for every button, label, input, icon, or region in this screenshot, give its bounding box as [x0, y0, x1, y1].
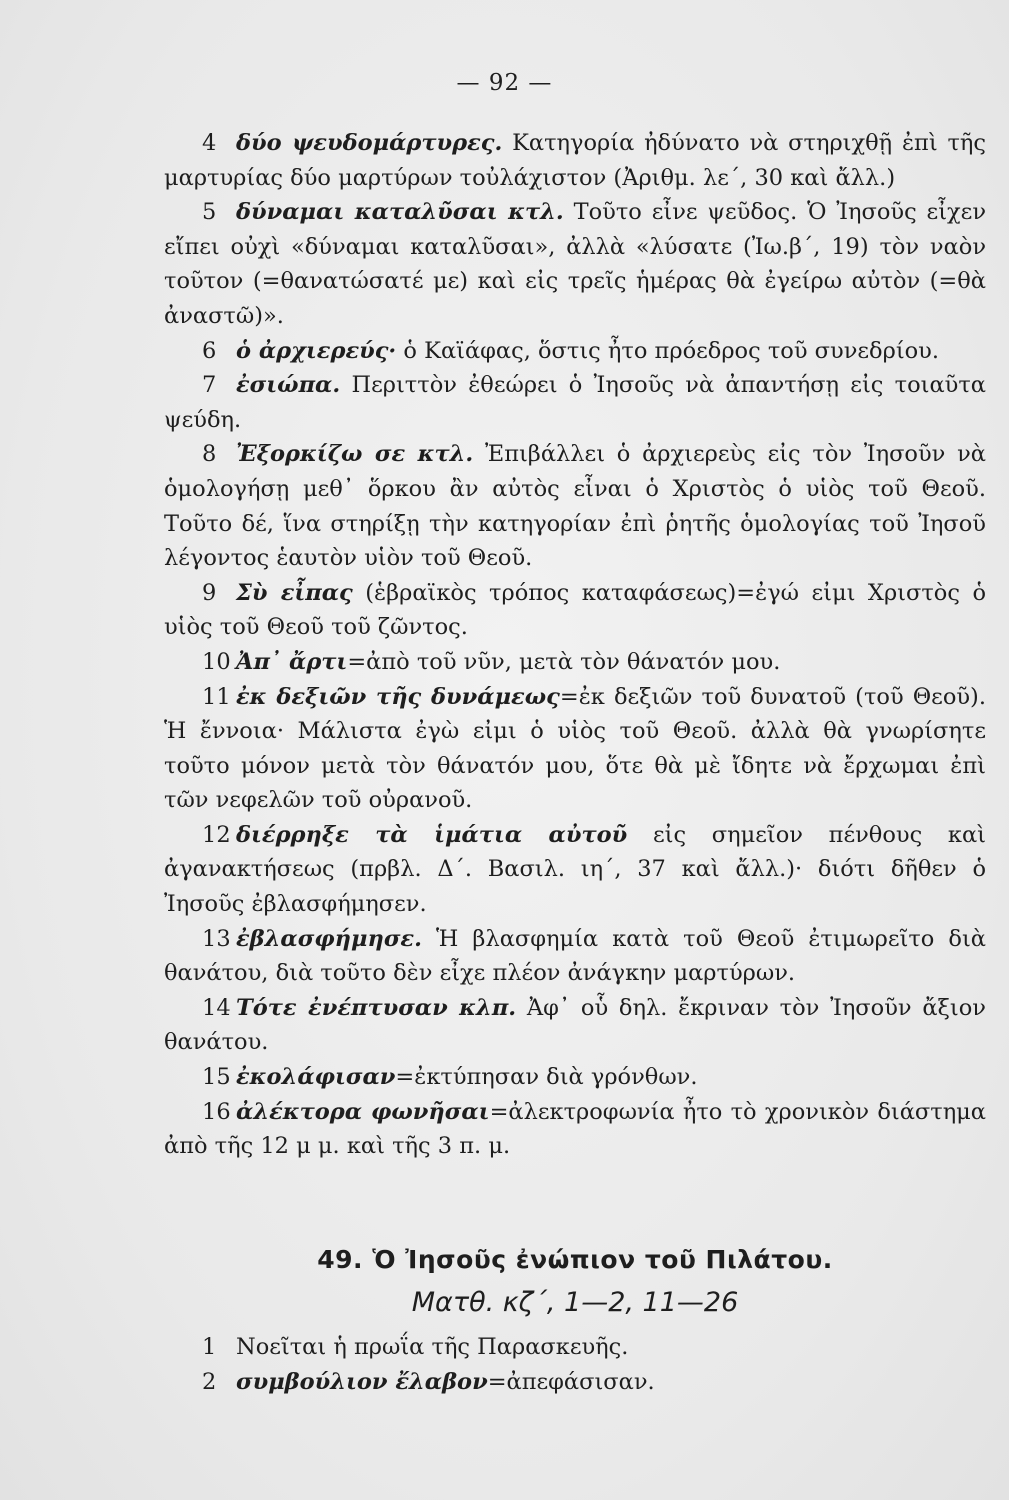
note-lemma: ἐκολάφισαν [236, 1064, 396, 1091]
note-lemma: ἀλέκτορα φωνῆσαι [236, 1098, 490, 1125]
note-number: 11 [202, 683, 231, 710]
note-number: 2 [202, 1368, 217, 1395]
note-text: =ἀπὸ τοῦ νῦν, μετὰ τὸν θάνατόν μου. [347, 648, 781, 675]
note-lemma: Ἀπ᾽ ἄρτι [236, 648, 348, 675]
note-text: ὁ Καϊάφας, ὅστις ἦτο πρόεδρος τοῦ συνεδρίου. [396, 337, 940, 364]
note-number: 15 [202, 1064, 231, 1091]
note [164, 818, 986, 922]
note [164, 680, 986, 818]
note-lemma: ἐκ δεξιῶν τῆς δυνάμεως [236, 683, 560, 710]
note-number: 6 [202, 337, 217, 364]
note-number: 9 [202, 579, 217, 606]
note-number: 8 [202, 441, 217, 468]
note [164, 368, 986, 437]
note-lemma: ἐβλασφήμησε. [236, 925, 422, 952]
note-number: 13 [202, 925, 231, 952]
note-number: 10 [202, 648, 231, 675]
note [164, 922, 986, 991]
note [164, 334, 986, 369]
note [164, 195, 986, 333]
note-text: =ἐκτύπησαν διὰ γρόνθων. [395, 1064, 698, 1091]
note [164, 991, 986, 1060]
section-reference: Ματθ. κζ΄, 1—2, 11—26 [411, 1286, 739, 1318]
note-text: Ἀφ᾽ οὗ δηλ. ἔκριναν τὸν Ἰησοῦν ἄξιον θανάτου. [164, 994, 986, 1056]
note [164, 1330, 986, 1365]
note-lemma: ἐσιώπα. [236, 372, 341, 399]
note [164, 645, 986, 680]
note [164, 1060, 986, 1095]
note-text: =ἀπεφάσισαν. [487, 1368, 655, 1395]
note-lemma: Τότε ἐνέπτυσαν κλπ. [236, 994, 517, 1021]
note-text: Νοεῖται ἡ πρωΐα τῆς Παρασκευῆς. [236, 1334, 629, 1361]
note [164, 576, 986, 645]
note-lemma: διέρρηξε τὰ ἱμάτια αὐτοῦ [236, 821, 628, 848]
note [164, 437, 986, 575]
note-text: (ἑβραϊκὸς τρόπος καταφάσεως)=ἐγώ εἰμι Χριστὸς ὁ υἱὸς τοῦ Θεοῦ τοῦ ζῶντος. [164, 579, 986, 641]
note [164, 126, 986, 195]
commentary-text [164, 126, 986, 1399]
note [164, 1164, 986, 1199]
note-text: Περιττὸν ἐθεώρει ὁ Ἰησοῦς νὰ ἀπαντήσῃ εἰς τοιαῦτα ψεύδη. [164, 372, 986, 433]
note-number: 1 [202, 1334, 217, 1361]
note-number: 7 [202, 372, 217, 399]
note [164, 1095, 986, 1164]
note-lemma: συμβούλιον ἔλαβον [236, 1368, 488, 1395]
note-lemma: ὁ ἀρχιερεύς· [236, 337, 397, 364]
note-text: =ἀλεκτροφωνία ἦτο τὸ χρονικὸν διάστημα ἀπὸ τῆς 12 μ μ. καὶ τῆς 3 π. μ. [164, 1098, 987, 1160]
note-lemma: Σὺ εἶπας [236, 579, 353, 606]
section-title: 49. Ὁ Ἰησοῦς ἐνώπιον τοῦ Πιλάτου. [317, 1245, 833, 1274]
note-number: 5 [202, 199, 217, 226]
note-text: εἰς σημεῖον πένθους καὶ ἀγανακτήσεως (πρβλ. Δ΄. Βασιλ. ιη΄, 37 καὶ ἄλλ.)· διότι δῆθεν ὁ Ἰησοῦς ἐβλασφήμησεν. [164, 821, 986, 918]
note [164, 1198, 986, 1233]
note-text: Ἡ βλασφημία κατὰ τοῦ Θεοῦ ἐτιμωρεῖτο διὰ θανάτου, διὰ τοῦτο δὲν εἶχε πλέον ἀνάγκην μαρτύρων. [164, 925, 986, 987]
note-number: 16 [202, 1098, 231, 1125]
note-lemma: δύο ψευδομάρτυρες. [236, 130, 503, 156]
note-lemma: Ἐξορκίζω σε κτλ. [236, 441, 474, 468]
note-number: 14 [202, 994, 231, 1021]
note-lemma: δύναμαι καταλῦσαι κτλ. [236, 199, 564, 226]
note-number: 4 [202, 130, 217, 156]
note-number: 12 [202, 821, 231, 848]
note-text: Κατηγορία ἠδύνατο νὰ στηριχθῇ ἐπὶ τῆς μαρτυρίας δύο μαρτύρων τοὐλάχιστον (Ἀριθμ. λε΄, 30 καὶ ἄλλ.) [164, 130, 986, 191]
note-text: Ἐπιβάλλει ὁ ἀρχιερεὺς εἰς τὸν Ἰησοῦν νὰ ὁμολογήσῃ μεθ᾽ ὅρκου ἂν αὐτὸς εἶναι ὁ Χριστὸς ὁ υἱὸς τοῦ Θεοῦ. Τοῦτο δέ, ἵνα στηρίξῃ τὴν κατηγορίαν ἐπὶ ῥητῆς ὁμολογίας τοῦ Ἰησοῦ λέγοντος ἑαυτὸν υἱὸν τοῦ Θεοῦ. [164, 441, 986, 572]
page-number: — 92 — [456, 70, 553, 96]
note-text: =ἐκ δεξιῶν τοῦ δυνατοῦ (τοῦ Θεοῦ). Ἡ ἔννοια· Μάλιστα ἐγὼ εἰμι ὁ υἱὸς τοῦ Θεοῦ. ἀλλὰ θὰ γνωρίσητε τοῦτο μόνον μετὰ τὸν θάνατόν μου, ὅτε θὰ μὲ ἴδητε νὰ ἔρχωμαι ἐπὶ τῶν νεφελῶν τοῦ οὐρανοῦ. [164, 683, 986, 814]
note [164, 1365, 986, 1400]
note-text: Τοῦτο εἶνε ψεῦδος. Ὁ Ἰησοῦς εἶχεν εἴπει οὐχὶ «δύναμαι καταλῦσαι», ἀλλὰ «λύσατε (Ἰω.β΄, 19) τὸν ναὸν τοῦτον (=θανατώσατέ με) καὶ εἰς τρεῖς ἡμέρας θὰ ἐγείρω αὐτὸν (=θὰ ἀναστῶ)». [164, 199, 986, 329]
